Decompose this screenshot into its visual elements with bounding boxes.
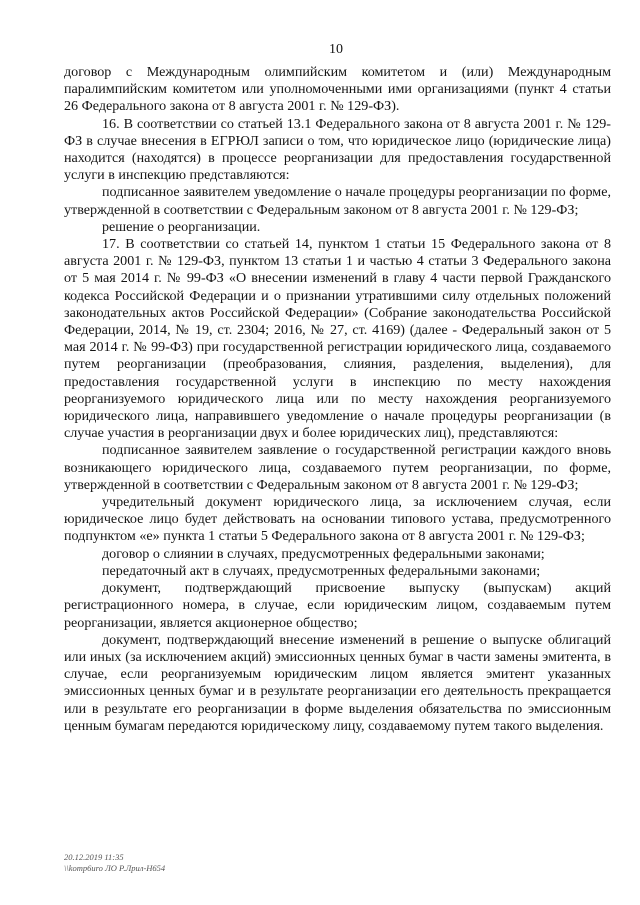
paragraph-notification: подписанное заявителем уведомление о начале процедуры реорганизации по форме, утвержденной в соответствии с Федеральным законом от 8 августа 2001 г. № 129-ФЗ; (64, 184, 611, 218)
page-number: 10 (329, 42, 343, 57)
paragraph-bonds-document: документ, подтверждающий внесение изменений в решение о выпуске облигаций или иных (за исключением акций) эмиссионных ценных бумаг в части замены эмитента, в случае, если реорганизуемым юридическим лицом является эмитент указанных эмиссионных ценных бумаг и в результате реорганизации его деятельность прекращается или в результате его реорганизации в форме выделения обязательства по эмиссионным ценным бумагам передаются юридическому лицу, создаваемому путем такого выделения. (64, 631, 611, 734)
paragraph-item-17: 17. В соответствии со статьей 14, пунктом 1 статьи 15 Федерального закона от 8 августа 2001 г. № 129-ФЗ, пунктом 13 статьи 1 и частью 4 статьи 3 Федерального закона от 5 мая 2014 г. № 99-ФЗ «О внесении изменений в главу 4 части первой Гражданского кодекса Российской Федерации и о признании утратившими силу отдельных положений законодательных актов Российской Федерации» (Собрание законодательства Российской Федерации, 2014, № 19, ст. 2304; 2016, № 27, ст. 4169) (далее - Федеральный закон от 5 мая 2014 г. № 99-ФЗ) при государственной регистрации юридического лица, создаваемого путем реорганизации (преобразования, слияния, разделения, выделения), для предоставления государственной услуги в инспекцию по месту нахождения реорганизуемого юридического лица или по месту нахождения реорганизуемого юридического лица, направившего уведомление о начале процедуры реорганизации (в случае участия в реорганизации двух и более юридических лиц), представляются: (64, 236, 611, 442)
document-footer (64, 852, 165, 874)
document-body (64, 64, 611, 735)
paragraph-charter: учредительный документ юридического лица, за исключением случая, если юридическое лицо будет действовать на основании типового устава, предусмотренного подпунктом «е» пункта 1 статьи 5 Федерального закона от 8 августа 2001 г. № 129-ФЗ; (64, 494, 611, 545)
paragraph-decision: решение о реорганизации. (102, 218, 261, 235)
footer-date: 20.12.2019 11:35 (64, 852, 124, 862)
paragraph-continuation: договор с Международным олимпийским комитетом и (или) Международным паралимпийским комитетом или уполномоченными ими организациями (пункт 4 статьи 26 Федерального закона от 8 августа 2001 г. № 129-ФЗ). (64, 64, 611, 115)
paragraph-shares-document: документ, подтверждающий присвоение выпуску (выпускам) акций регистрационного номера, в случае, если юридическим лицом, создаваемым путем реорганизации, является акционерное общество; (64, 580, 611, 631)
paragraph-item-16: 16. В соответствии со статьей 13.1 Федерального закона от 8 августа 2001 г. № 129-ФЗ в случае внесения в ЕГРЮЛ записи о том, что юридическое лицо (юридические лица) находится (находятся) в процессе реорганизации для предоставления государственной услуги в инспекцию представляются: (64, 115, 611, 184)
paragraph-application: подписанное заявителем заявление о государственной регистрации каждого вновь возникающего юридического лица, создаваемого путем реорганизации, по форме, утвержденной в соответствии с Федеральным законом от 8 августа 2001 г. № 129-ФЗ; (64, 442, 611, 493)
footer-path: \\komp6uro ЛО Р.Лрил-Н654 (64, 863, 166, 873)
paragraph-transfer-act: передаточный акт в случаях, предусмотренных федеральными законами; (102, 562, 541, 579)
paragraph-merger-agreement: договор о слиянии в случаях, предусмотренных федеральными законами; (102, 545, 545, 562)
